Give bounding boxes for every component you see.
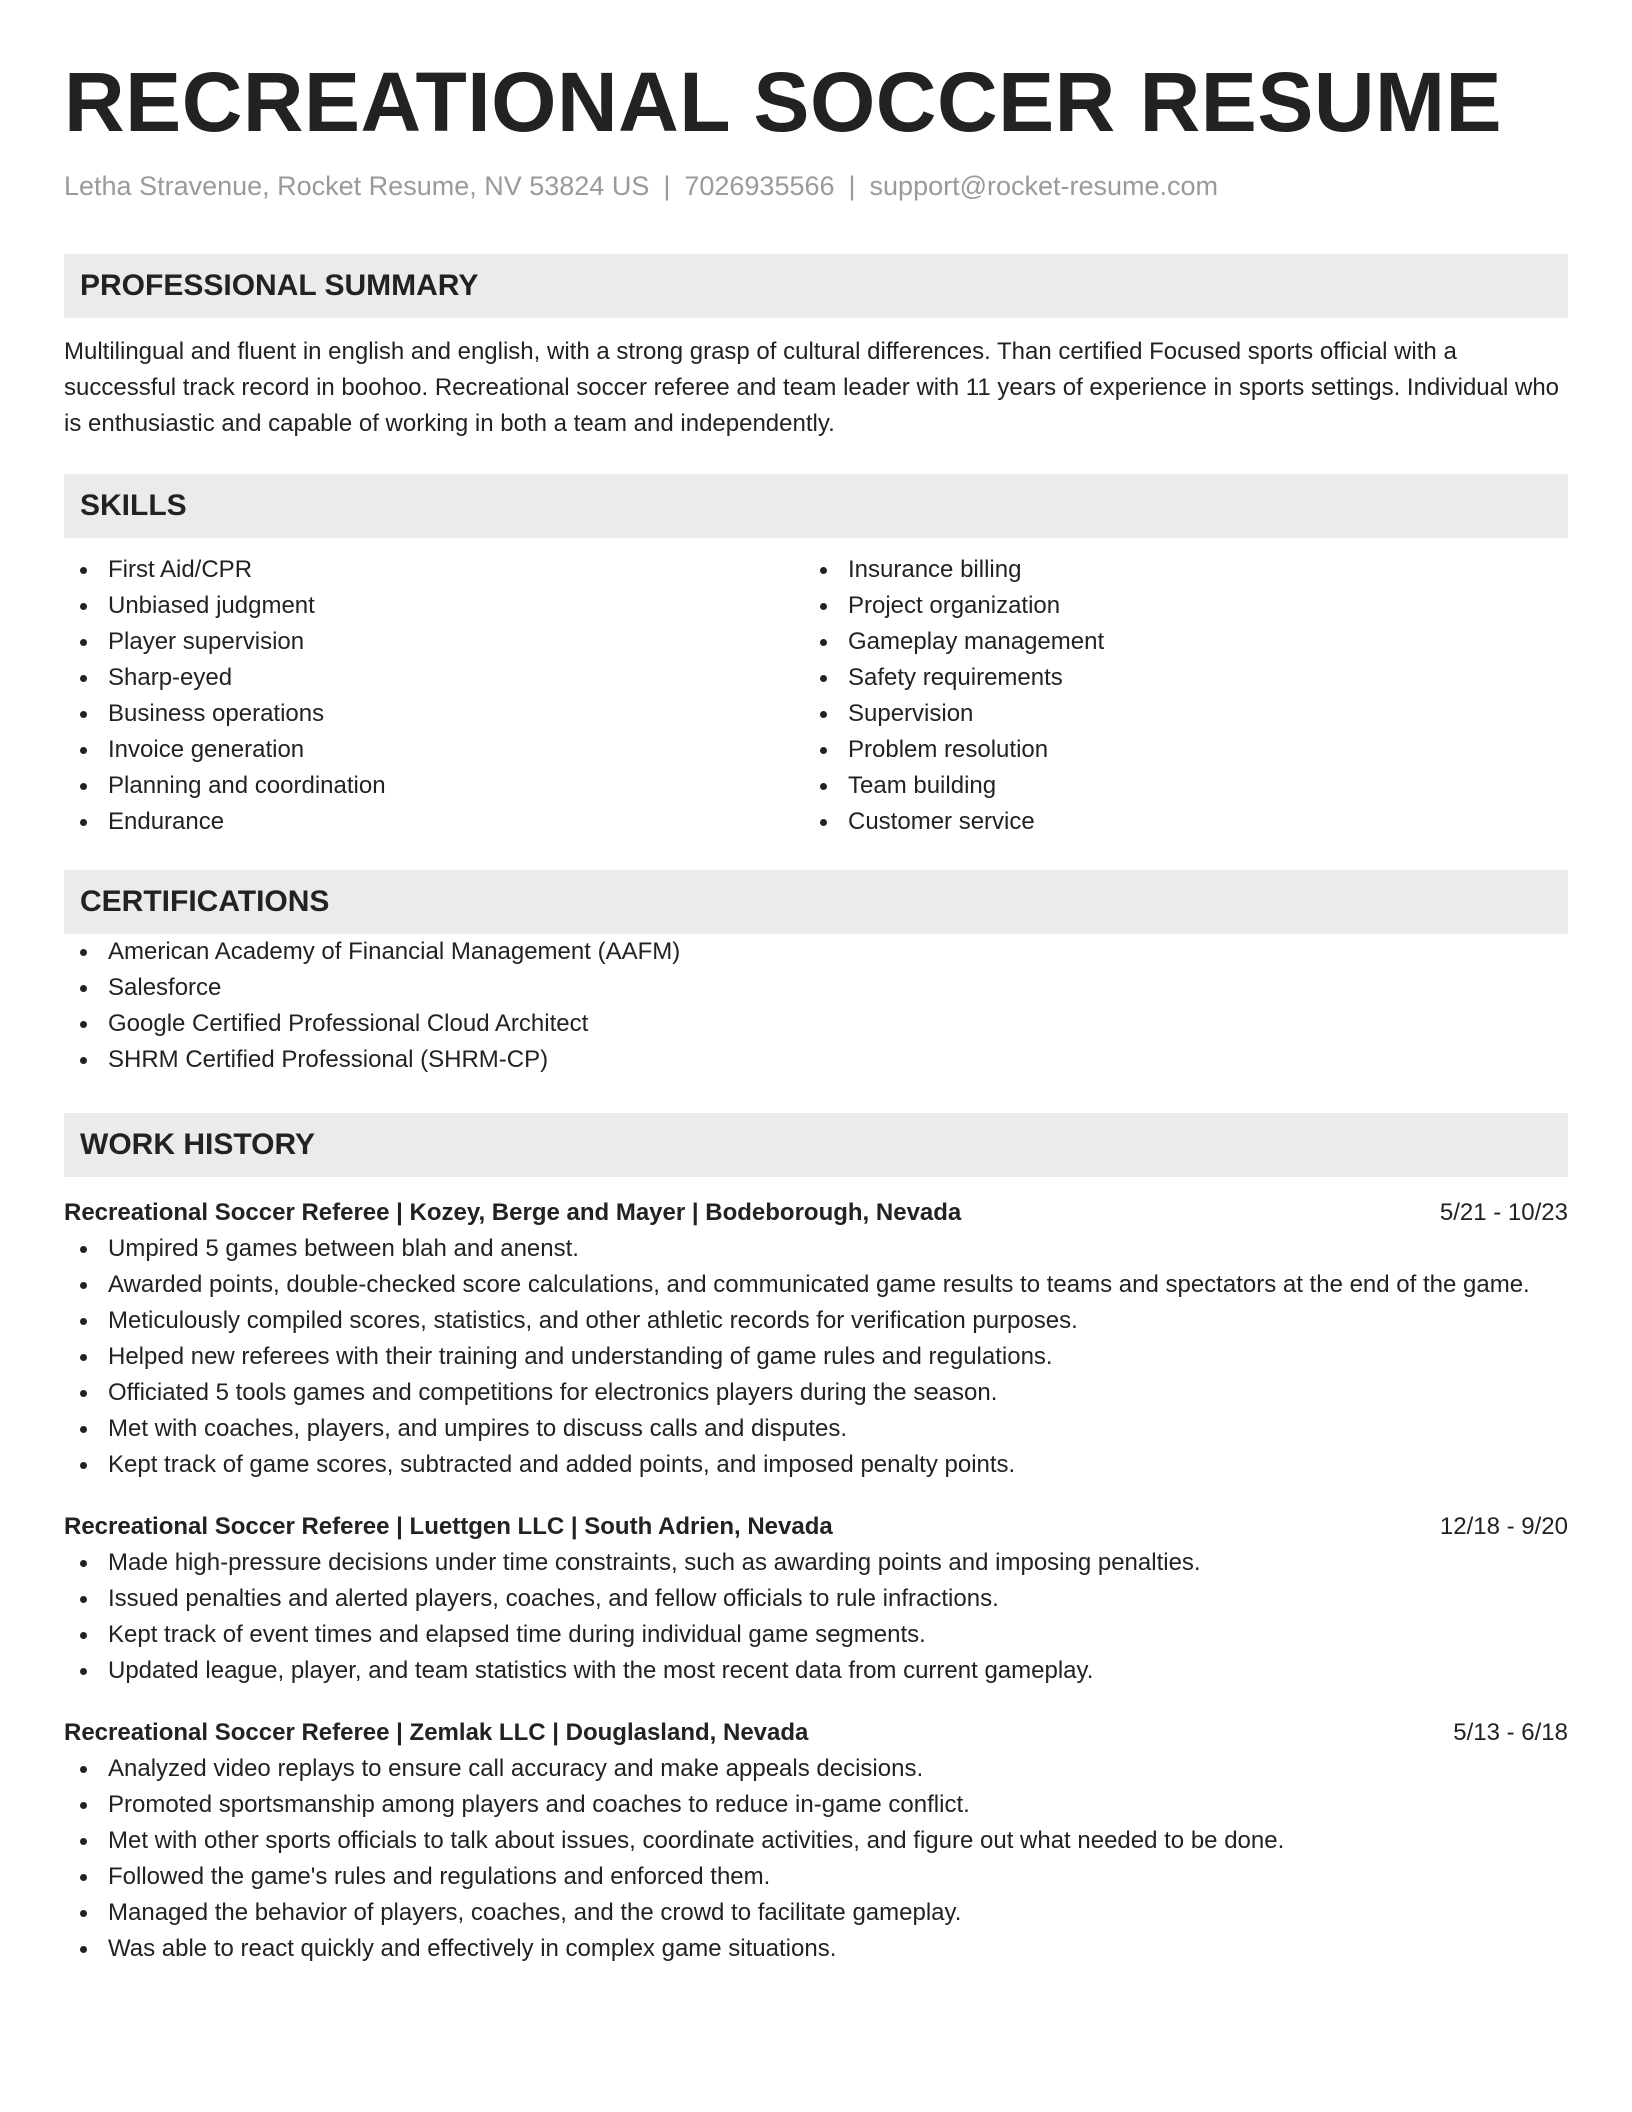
skill-item [64, 696, 804, 732]
skills-list-left [64, 552, 804, 840]
job-duty-item-text: Issued penalties and alerted players, coaches, and fellow officials to rule infractions. [108, 1585, 999, 1612]
bullet-icon [80, 1874, 87, 1881]
job-header [64, 1195, 1568, 1231]
skill-item [64, 768, 804, 804]
job-duty-item-text: Meticulously compiled scores, statistics, and other athletic records for verification purposes. [108, 1307, 1078, 1334]
certifications-heading: CERTIFICATIONS [64, 870, 1568, 934]
skills-column-left [64, 552, 804, 840]
skill-item-text: Project organization [848, 592, 1061, 619]
bullet-icon [80, 1057, 87, 1064]
job-duty-item [64, 1447, 1568, 1483]
skill-item [64, 732, 804, 768]
job-duty-item-text: Managed the behavior of players, coaches, and the crowd to facilitate gameplay. [108, 1899, 962, 1926]
contact-address: Letha Stravenue, Rocket Resume, NV 53824 US [64, 171, 650, 201]
job-title: Recreational Soccer Referee | Kozey, Berge and Mayer | Bodeborough, Nevada [64, 1199, 962, 1226]
skill-item-text: Invoice generation [108, 736, 305, 763]
job-duty-item [64, 1617, 1568, 1653]
skill-item [804, 552, 1544, 588]
skill-item-text: Unbiased judgment [108, 592, 315, 619]
job-duty-item [64, 1545, 1568, 1581]
work-history-heading: WORK HISTORY [64, 1113, 1568, 1177]
bullet-icon [80, 747, 87, 754]
job-duty-item [64, 1375, 1568, 1411]
job-duty-item [64, 1339, 1568, 1375]
job-duties-list [64, 1751, 1568, 1967]
bullet-icon [80, 567, 87, 574]
bullet-icon [80, 1838, 87, 1845]
skill-item-text: Business operations [108, 700, 325, 727]
resume-title: RECREATIONAL SOCCER RESUME [64, 55, 1503, 149]
skill-item-text: Gameplay management [848, 628, 1105, 655]
skill-item [64, 660, 804, 696]
skill-item [804, 696, 1544, 732]
bullet-icon [820, 603, 827, 610]
job-duty-item [64, 1823, 1568, 1859]
job-duty-item-text: Promoted sportsmanship among players and coaches to reduce in-game conflict. [108, 1791, 970, 1818]
job-duty-item-text: Kept track of game scores, subtracted and added points, and imposed penalty points. [108, 1451, 1016, 1478]
skill-item-text: Player supervision [108, 628, 305, 655]
skills-column-right [804, 552, 1544, 840]
bullet-icon [80, 1668, 87, 1675]
certification-item [64, 970, 1568, 1006]
skill-item-text: Sharp-eyed [108, 664, 233, 691]
job-header [64, 1509, 1568, 1545]
certification-item-text: SHRM Certified Professional (SHRM-CP) [108, 1046, 549, 1073]
certifications-list [64, 934, 1568, 1078]
skill-item-text: Supervision [848, 700, 974, 727]
job-entry [64, 1715, 1568, 1967]
bullet-icon [820, 567, 827, 574]
job-duty-item-text: Analyzed video replays to ensure call accuracy and make appeals decisions. [108, 1755, 924, 1782]
bullet-icon [820, 639, 827, 646]
skill-item [804, 660, 1544, 696]
bullet-icon [80, 1946, 87, 1953]
skill-item [64, 804, 804, 840]
certification-item-text: Salesforce [108, 974, 222, 1001]
certification-item-text: American Academy of Financial Management (AAFM) [108, 938, 681, 965]
bullet-icon [80, 1910, 87, 1917]
bullet-icon [80, 603, 87, 610]
bullet-icon [80, 1462, 87, 1469]
skill-item-text: Customer service [848, 808, 1035, 835]
contact-email: support@rocket-resume.com [869, 171, 1219, 201]
bullet-icon [820, 783, 827, 790]
skills-list-right [804, 552, 1544, 840]
skill-item [804, 588, 1544, 624]
summary-heading: PROFESSIONAL SUMMARY [64, 254, 1568, 318]
job-duty-item-text: Updated league, player, and team statistics with the most recent data from current gameplay. [108, 1657, 1094, 1684]
job-header [64, 1715, 1568, 1751]
job-title: Recreational Soccer Referee | Zemlak LLC | Douglasland, Nevada [64, 1719, 809, 1746]
skill-item [64, 552, 804, 588]
bullet-icon [80, 1021, 87, 1028]
job-duty-item-text: Umpired 5 games between blah and anenst. [108, 1235, 579, 1262]
bullet-icon [80, 819, 87, 826]
job-duty-item-text: Helped new referees with their training and understanding of game rules and regulations. [108, 1343, 1053, 1370]
bullet-icon [80, 711, 87, 718]
job-duty-item-text: Was able to react quickly and effectively in complex game situations. [108, 1935, 837, 1962]
job-duty-item [64, 1653, 1568, 1689]
certification-item-text: Google Certified Professional Cloud Architect [108, 1010, 589, 1037]
summary-text: Multilingual and fluent in english and english, with a strong grasp of cultural differences. Than certified Focused sports official with a successful track record in boohoo. Recreational soccer referee and team leader with 11 years of experience in sports settings. Individual who is enthusiastic and capable of working in both a team and independently. [64, 338, 1560, 437]
skill-item-text: Team building [848, 772, 997, 799]
job-duties-list [64, 1231, 1568, 1483]
job-duties-list [64, 1545, 1568, 1689]
job-duty-item-text: Followed the game's rules and regulations and enforced them. [108, 1863, 771, 1890]
bullet-icon [80, 783, 87, 790]
skill-item [804, 768, 1544, 804]
job-duty-item-text: Met with other sports officials to talk about issues, coordinate activities, and figure out what needed to be done. [108, 1827, 1285, 1854]
job-duty-item-text: Kept track of event times and elapsed time during individual game segments. [108, 1621, 926, 1648]
bullet-icon [80, 1802, 87, 1809]
skills-grid [64, 552, 1568, 840]
skill-item [804, 624, 1544, 660]
bullet-icon [80, 1766, 87, 1773]
job-duty-item [64, 1581, 1568, 1617]
contact-separator: | [848, 171, 856, 201]
job-dates: 12/18 - 9/20 [1439, 1513, 1568, 1540]
bullet-icon [820, 747, 827, 754]
contact-line [64, 168, 1568, 204]
job-dates: 5/21 - 10/23 [1439, 1199, 1568, 1226]
job-duty-item [64, 1231, 1568, 1267]
job-duty-item [64, 1787, 1568, 1823]
bullet-icon [80, 1282, 87, 1289]
skill-item-text: Safety requirements [848, 664, 1063, 691]
bullet-icon [80, 1390, 87, 1397]
job-dates: 5/13 - 6/18 [1453, 1719, 1568, 1746]
skills-heading: SKILLS [64, 474, 1568, 538]
bullet-icon [820, 675, 827, 682]
job-duty-item [64, 1895, 1568, 1931]
job-entry [64, 1509, 1568, 1689]
bullet-icon [80, 1318, 87, 1325]
job-duty-item [64, 1931, 1568, 1967]
bullet-icon [80, 675, 87, 682]
job-entry [64, 1195, 1568, 1483]
contact-phone: 7026935566 [684, 171, 835, 201]
job-duty-item-text: Made high-pressure decisions under time constraints, such as awarding points and imposing penalties. [108, 1549, 1201, 1576]
skill-item-text: Endurance [108, 808, 225, 835]
job-title: Recreational Soccer Referee | Luettgen LLC | South Adrien, Nevada [64, 1513, 833, 1540]
skill-item-text: Planning and coordination [108, 772, 386, 799]
bullet-icon [80, 985, 87, 992]
job-duty-item [64, 1267, 1568, 1303]
bullet-icon [80, 1354, 87, 1361]
skill-item [804, 732, 1544, 768]
bullet-icon [80, 1246, 87, 1253]
contact-separator: | [663, 171, 671, 201]
bullet-icon [80, 1560, 87, 1567]
job-duty-item-text: Awarded points, double-checked score calculations, and communicated game results to teams and spectators at the end of the game. [108, 1271, 1530, 1298]
skill-item [64, 588, 804, 624]
bullet-icon [820, 711, 827, 718]
bullet-icon [80, 639, 87, 646]
skill-item [804, 804, 1544, 840]
skill-item [64, 624, 804, 660]
certification-item [64, 1042, 1568, 1078]
skill-item-text: Insurance billing [848, 556, 1022, 583]
certification-item [64, 934, 1568, 970]
job-duty-item-text: Officiated 5 tools games and competitions for electronics players during the season. [108, 1379, 998, 1406]
bullet-icon [80, 1632, 87, 1639]
bullet-icon [80, 1596, 87, 1603]
job-duty-item [64, 1859, 1568, 1895]
certification-item [64, 1006, 1568, 1042]
bullet-icon [80, 949, 87, 956]
bullet-icon [80, 1426, 87, 1433]
job-duty-item [64, 1303, 1568, 1339]
bullet-icon [820, 819, 827, 826]
skill-item-text: First Aid/CPR [108, 556, 253, 583]
job-duty-item [64, 1751, 1568, 1787]
job-duty-item-text: Met with coaches, players, and umpires to discuss calls and disputes. [108, 1415, 848, 1442]
job-duty-item [64, 1411, 1568, 1447]
skill-item-text: Problem resolution [848, 736, 1049, 763]
